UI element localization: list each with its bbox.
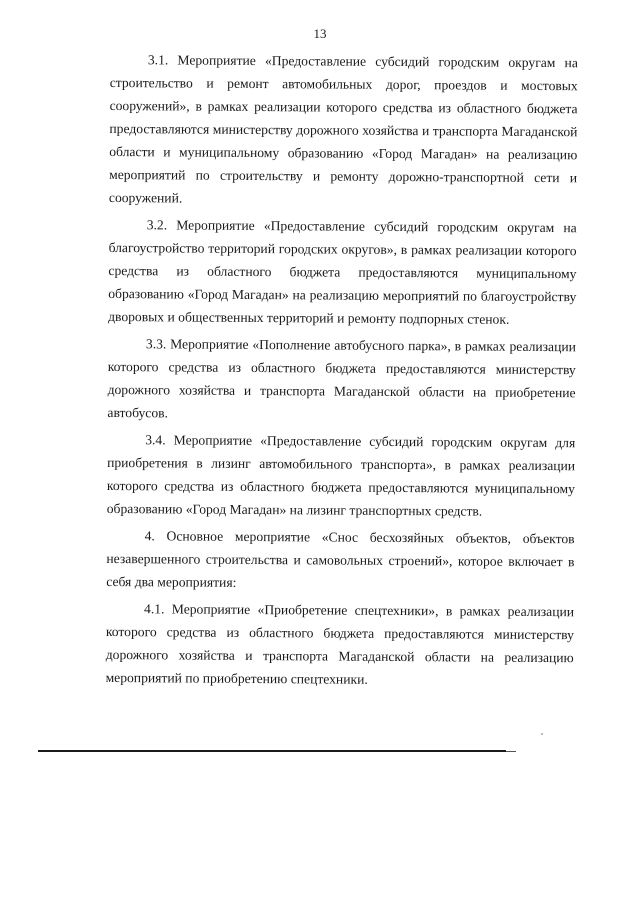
- paragraph-3-3: 3.3. Мероприятие «Пополнение автобусного парка», в рамках реализации которого средства из областного бюджета предоставляются министерству дорожного хозяйства и транспорта Магаданской области на приобретение автобусов.: [107, 336, 576, 421]
- paragraph-3-2: 3.2. Мероприятие «Предоставление субсидий городским округам на благоустройство территорий городских округов», в рамках реализации которого средства из областного бюджета предоставляются муниципальному образованию «Город Магадан» на реализацию мероприятий по благоустройству дворовых и общественных территорий и ремонту подпорных стенок.: [108, 217, 577, 327]
- document-body: [105, 48, 577, 696]
- scan-speck: [541, 733, 543, 735]
- paragraph-3-4: 3.4. Мероприятие «Предоставление субсидий городским округам для приобретения в лизинг автомобильного транспорта», в рамках реализации которого средства из областного бюджета предоставляются муниципальному образованию «Город Магадан» на лизинг транспортных средств.: [106, 432, 576, 519]
- paragraph-4-1: 4.1. Мероприятие «Приобретение спецтехники», в рамках реализации которого средства из областного бюджета предоставляются министерству дорожного хозяйства и транспорта Магаданской области на реализацию мероприятий по приобретению спецтехники.: [105, 601, 575, 687]
- paragraph-3-1: 3.1. Мероприятие «Предоставление субсидий городским округам на строительство и ремонт автомобильных дорог, проездов и мостовых сооружений», в рамках реализации которого средства из областного бюджета предоставляются министерству дорожного хозяйства и транспорта Магаданской области и муниципальному образованию «Город Магадан» на реализацию мероприятий по строительству и ремонту дорожно-транспортной сети и сооружений.: [108, 52, 578, 206]
- footer-rule: [38, 750, 506, 752]
- page-number: 13: [313, 26, 327, 41]
- paragraph-4: 4. Основное мероприятие «Снос бесхозяйных объектов, объектов незавершенного строительства и самовольных строений», которое включает в себя два мероприятия:: [106, 528, 575, 590]
- footer-rule-tail: [506, 751, 516, 752]
